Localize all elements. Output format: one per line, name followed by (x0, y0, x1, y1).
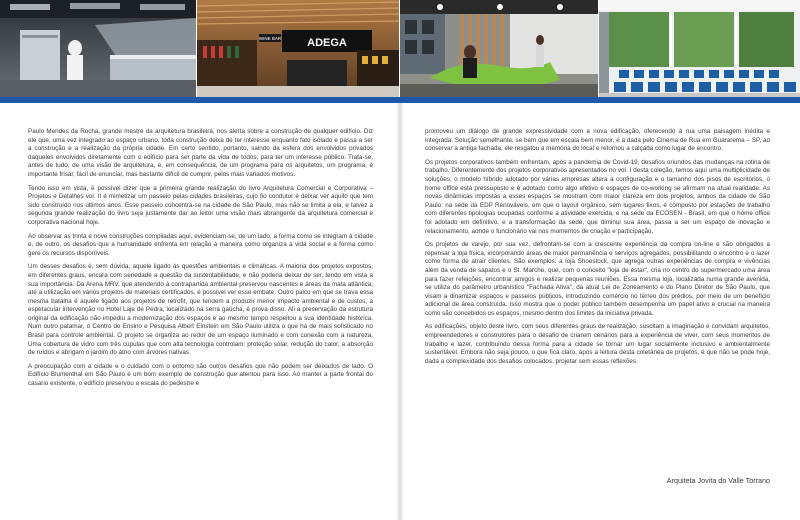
paragraph: A preocupação com a cidade e o cuidado com o entorno são outros desafios que não podem ser deixados de lado. O Edifício Blumenthal em São Paulo é um bom exemplo de construção que atentou para isso. Ao manter a parte frontal do casario existente, o edifício preservou a escala do pedestre e (28, 362, 373, 388)
adega-sign: ADEGA (307, 37, 347, 49)
wine-bar-sign: WINE BAR (258, 36, 282, 41)
header-photo-strip (0, 0, 800, 97)
paragraph: Ao observar as trinta e nove construções compiladas aqui, evidenciam-se, de um lado, a forma como se integram à cidade e, de outro, os desafios que a humanidade enfrenta em relação à maneira como organiza a vida social e a forma como gere os recursos disponíveis. (28, 232, 373, 257)
author-signature: Arquiteta Jovita do Valle Torrano (666, 476, 770, 485)
paragraph: Os projetos de varejo, por sua vez, defrontam-se com a crescente experiência da compra on-line e são obrigados a repensar a loja física, incorporando áreas de maior permanência e serviços agregados, possibilitando o encontro e o lazer como forma de atrair clientes. São exemplos: a loja Shoestock, que agrega outras experiências de compra e vivências além da venda de sapatos e o St. Marche, que, com o conceito "loja de estar", cria no centro do supermercado uma área para fazer refeições, encontrar amigos e realizar pequenas reuniões. Essa mesma loja, localizada numa grande avenida, se utiliza do parâmetro urbanístico "Fachada Ativa", da atual Lei de Zoneamento e do Plano Diretor de São Paulo, que visam a dinamizar espaços e passeios públicos, introduzindo comércio no térreo dos prédios, por meio de um benefício adicional de área construída. Isso mostra que o poder público também desempenha um papel ativo e crucial na maneira como são concebidos os espaços, mesmo dentro dos limites da iniciativa privada. (425, 241, 770, 317)
industrial-kitchen-photo (0, 0, 196, 97)
office-lounge-photo (400, 0, 598, 97)
paragraph: promoveu um diálogo de grande expressividade com a nova edificação, oferecendo à rua uma paisagem inédita e integrada. Solução semelhante, se bem que em escala bem menor, é a dada pelo Cinema de Rua em Guararema – SP, ao conservar a antiga fachada, ele resgatou a memória do local e retornou a calçada como lugar de encontro. (425, 128, 770, 153)
adega-retail-store-photo (197, 0, 399, 97)
meeting-room-photo (599, 0, 800, 97)
paragraph: Um desses desafios é, sem dúvida, aquele ligado às questões ambientais e climáticas. A maioria dos projetos expostos, em diferentes graus, encara com seriedade a questão da sustentabilidade, e não poderia deixar de ser, tendo em vista a sua importância. Da Arena MRV, que atendendo à contrapartida ambiental preservou nascentes e áreas da mata atlântica, até a utilização em vários projetos de materiais certificados, é possível ver esse embate. Outro palco em que se trava essa mesma batalha é aquele ligado aos projetos de retrofit, que tendem a produzir menor impacto ambiental e de custos, a espetacular intervenção no Hotel Laje de Pedra, localizado na serra gaúcha, é prova disso. Ali a preservação da estrutura original da edificação não impediu a modernização dos espaços e ao mesmo tempo respeitou a sua identidade histórica. Num outro patamar, o Centro de Ensino e Pesquisa Albert Einstein em São Paulo utiliza o que há de mais sofisticado no Brasil para controle ambiental. O projeto se organiza ao redor de um espaço iluminado e com conexão com a natureza. Uma cobertura de vidro com três cúpulas que com alta tecnologia controlam: proteção solar, redução do calor, a absorção de ruídos e abrigam o jardim do átrio com árvores nativas. (28, 263, 373, 357)
paragraph: Paulo Mendes da Rocha, grande mestre da arquitetura brasileira, nos alerta sobre a construção de qualquer edifício. Diz ele que, uma vez integrado ao espaço urbano, toda construção deixa de ter interesse enquanto fato isolado e passa a ser a construção e a realização da própria cidade. Em certo sentido, portanto, saindo da esfera dos envolvidos privados daqueles envolvidos diretamente com o edifício para ser parte da vida de todos, para ter um interesse público. Trata-se, antes de tudo, de uma visão de arquitetura, e, em consequência, de um programa para os arquitetos, um programa, é importante frisar, fácil de enunciar, mas bastante difícil de cumprir, pelos mais variados motivos. (28, 128, 373, 178)
book-gutter (397, 103, 403, 520)
right-text-column (425, 128, 770, 371)
paragraph: Tendo isso em vista, é possível dizer que a primeira grande realização do livro Arquitetura Comercial e Corporativa – Projetos e Detalhes vol. II é mimetizar um passeio pelas cidades brasileiras, cujo fio condutor é deixar ver aquilo que tem sido construído nos últimos anos. Esse passeio concentra-se na cidade de São Paulo, mas não se limita a ela, e talvez a segunda grande realização do livro seja justamente dar ao leitor uma visão mais abrangente da arquitetura comercial e corporativa nacional hoje. (28, 184, 373, 226)
paragraph: Os projetos corporativos também enfrentam, após a pandemia de Covid-19, desafios oriundos das mudanças na rotina de trabalho. Diferentemente dos projetos corporativos apresentados no vol. I desta coleção, temos aqui uma multiplicidade de soluções; o modelo híbrido adotado por várias empresas altera a configuração e o tamanho dos pisos de escritórios, o home office está pressuposto e é adotado como algo efetivo e espaços de co-working se afirmam na atual realidade. As novas dinâmicas impostas a esses espaços se mostram com maior clareza em dois projetos, ambos da cidade de São Paulo: na sede da EDP Renováveis, em que o layout orgânico, sem lugares fixos, é composto por estações de trabalho com diferentes tipologias ocupadas conforme a atividade exercida, e na sede da ECOSEN - Brasil, em que o home office foi adotado em definitivo, e a transformação da sede, que diminui sua área, passa a ser um espaço de inovação e relacionamento, aonde o funcionário vai nos momentos de criação e participação. (425, 158, 770, 235)
left-text-column (28, 128, 373, 394)
paragraph: As edificações, objeto deste livro, com seus diferentes graus de realização, suscitam a imaginação e convidam arquitetos, empreendedores e construtores para o desafio de criarem cenários para a experiência de viver, com seus momentos de trabalho e lazer, contribuindo dessa forma para a cidade se tornar um lugar socialmente inclusivo e ambientalmente sustentável. Embora não seja pouco, o que fica claro, após a leitura desta coletânea de projetos, é que não se pode hoje, dada a complexidade dos desafios colocados, projetar sem essas reflexões. (425, 323, 770, 365)
